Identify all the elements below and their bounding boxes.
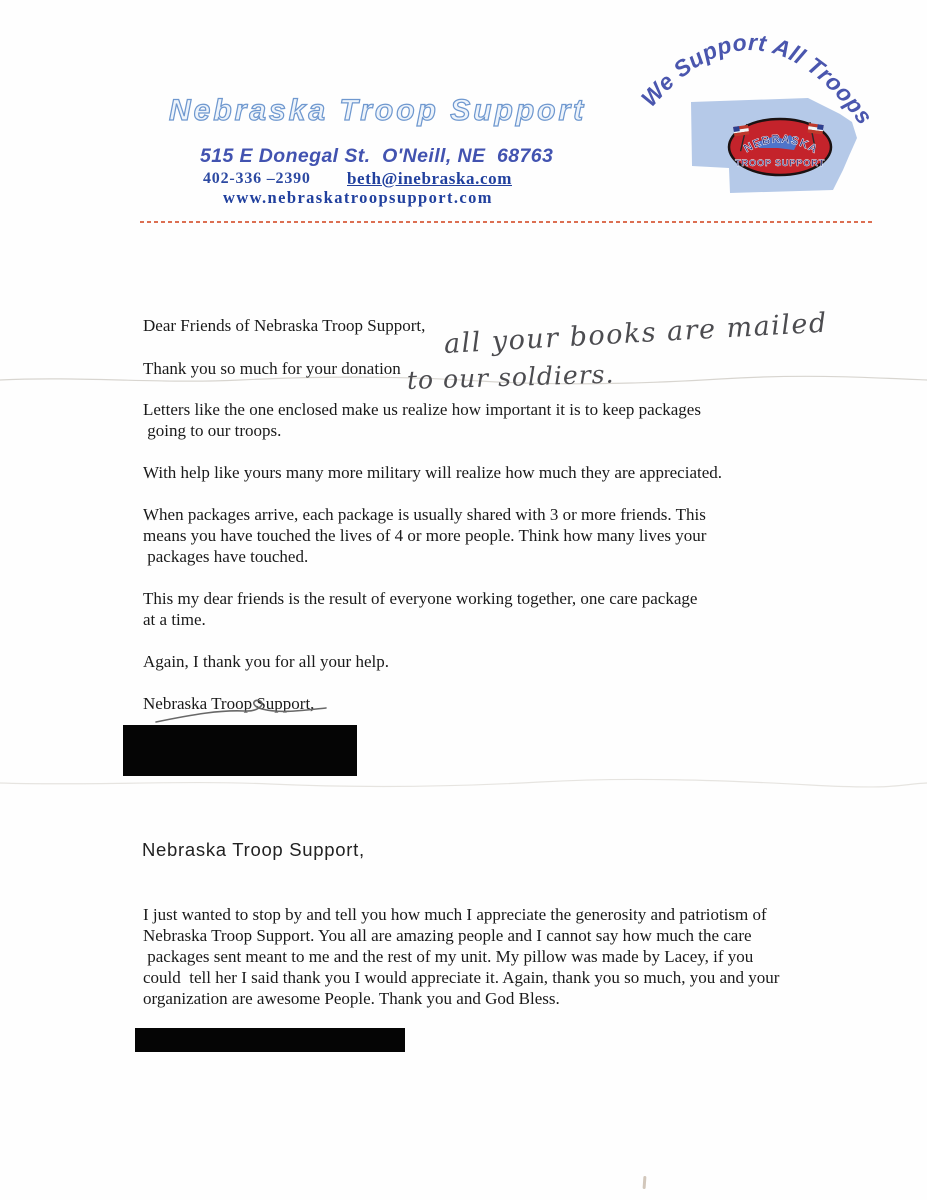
handwritten-note-line2: to our soldiers.	[406, 359, 615, 395]
closing-line: Again, I thank you for all your help.	[143, 652, 389, 671]
redacted-signature-block-1	[123, 725, 357, 776]
scan-artifact-mark	[643, 1176, 647, 1189]
signoff-line: Nebraska Troop Support,	[143, 694, 315, 713]
para-result-line2: at a time.	[143, 610, 206, 629]
arc-slogan-text: We Support All Troops	[635, 30, 879, 130]
para-help-line: With help like yours many more military will realize how much they are appreciated.	[143, 463, 723, 482]
para-result-line1: This my dear friends is the result of everyone working together, one care package	[143, 589, 698, 608]
dashed-divider	[140, 221, 875, 223]
troop-support-logo	[630, 30, 920, 220]
letter2-line5: organization are awesome People. Thank you and God Bless.	[143, 989, 560, 1008]
para-letters-line2: going to our troops.	[143, 421, 282, 440]
para-packages-line1: When packages arrive, each package is usually shared with 3 or more friends. This	[143, 505, 706, 524]
letter2-line3: packages sent meant to me and the rest of my unit. My pillow was made by Lacey, if you	[143, 947, 754, 966]
letterhead-phone: 402-336 –2390	[203, 170, 311, 187]
handwritten-note-line1: all your books are mailed	[443, 307, 829, 360]
para-letters-line1: Letters like the one enclosed make us realize how important it is to keep packages	[143, 400, 701, 419]
letter2-line2: Nebraska Troop Support. You all are amazing people and I cannot say how much the care	[143, 926, 752, 945]
letterhead-email-link: beth@inebraska.com	[347, 169, 512, 188]
letterhead-website: www.nebraskatroopsupport.com	[223, 188, 493, 207]
oval-text-troop-support: TROOP SUPPORT	[735, 158, 825, 169]
letter2-line1: I just wanted to stop by and tell you how much I appreciate the generosity and patriotism of	[143, 905, 767, 924]
letterhead-org-name: Nebraska Troop Support	[169, 94, 587, 127]
thanks-line: Thank you so much for your donation	[143, 359, 401, 378]
salutation: Dear Friends of Nebraska Troop Support,	[143, 316, 426, 335]
letter2-heading: Nebraska Troop Support,	[142, 839, 365, 860]
redacted-signature-block-2	[135, 1028, 405, 1052]
fold-crease-lower	[0, 776, 927, 790]
para-packages-line2: means you have touched the lives of 4 or more people. Think how many lives your	[143, 526, 707, 545]
letterhead-address: 515 E Donegal St. O'Neill, NE 68763	[200, 145, 554, 167]
letter2-line4: could tell her I said thank you I would appreciate it. Again, thank you so much, you and your	[143, 968, 780, 987]
oval-text-nebraska: NEBRASKA	[742, 133, 820, 157]
para-packages-line3: packages have touched.	[143, 547, 309, 566]
